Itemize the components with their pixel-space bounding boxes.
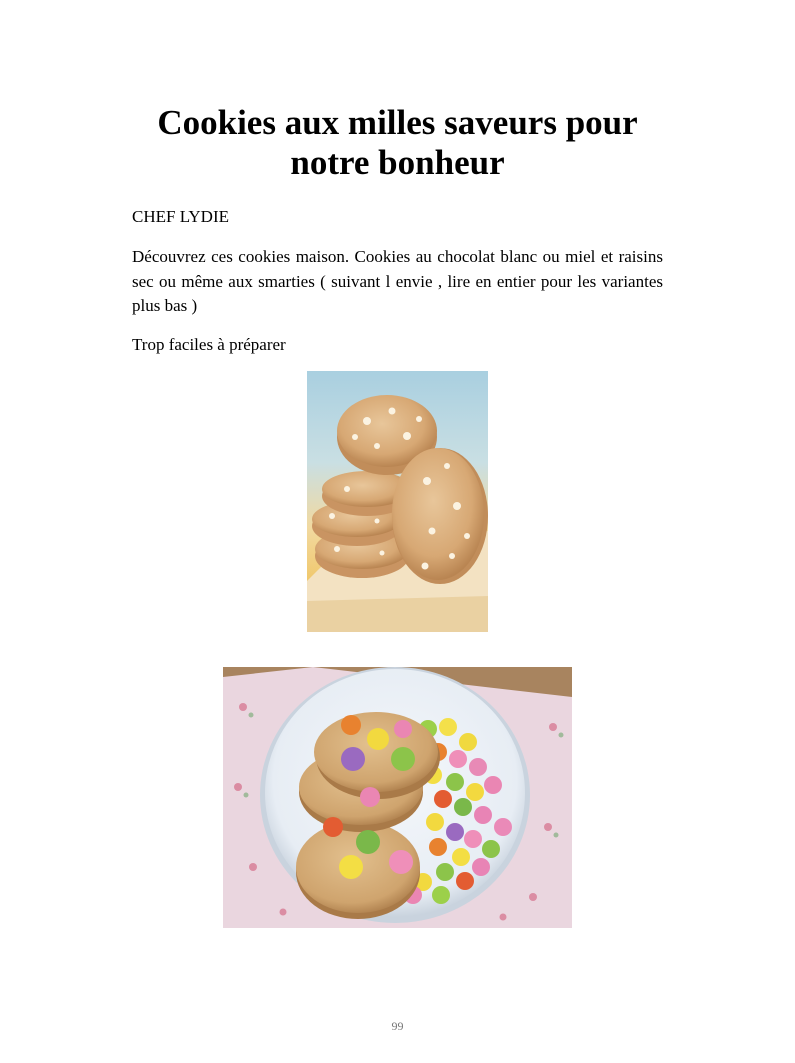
title-line-2: notre bonheur (290, 143, 505, 182)
title-line-1: Cookies aux milles saveurs pour (157, 103, 638, 142)
page-number: 99 (391, 1019, 404, 1033)
intro-paragraph: Découvrez ces cookies maison. Cookies au chocolat blanc ou miel et raisins sec ou même aux smarties ( suivant l envie , lire en entier pour les variantes plus bas ) (132, 247, 663, 315)
white-chocolate-cookies-photo (307, 371, 488, 632)
author-name: CHEF LYDIE (132, 207, 229, 226)
candy-cookies-photo (223, 667, 572, 928)
tagline: Trop faciles à préparer (132, 335, 286, 354)
page-title (100, 103, 695, 183)
